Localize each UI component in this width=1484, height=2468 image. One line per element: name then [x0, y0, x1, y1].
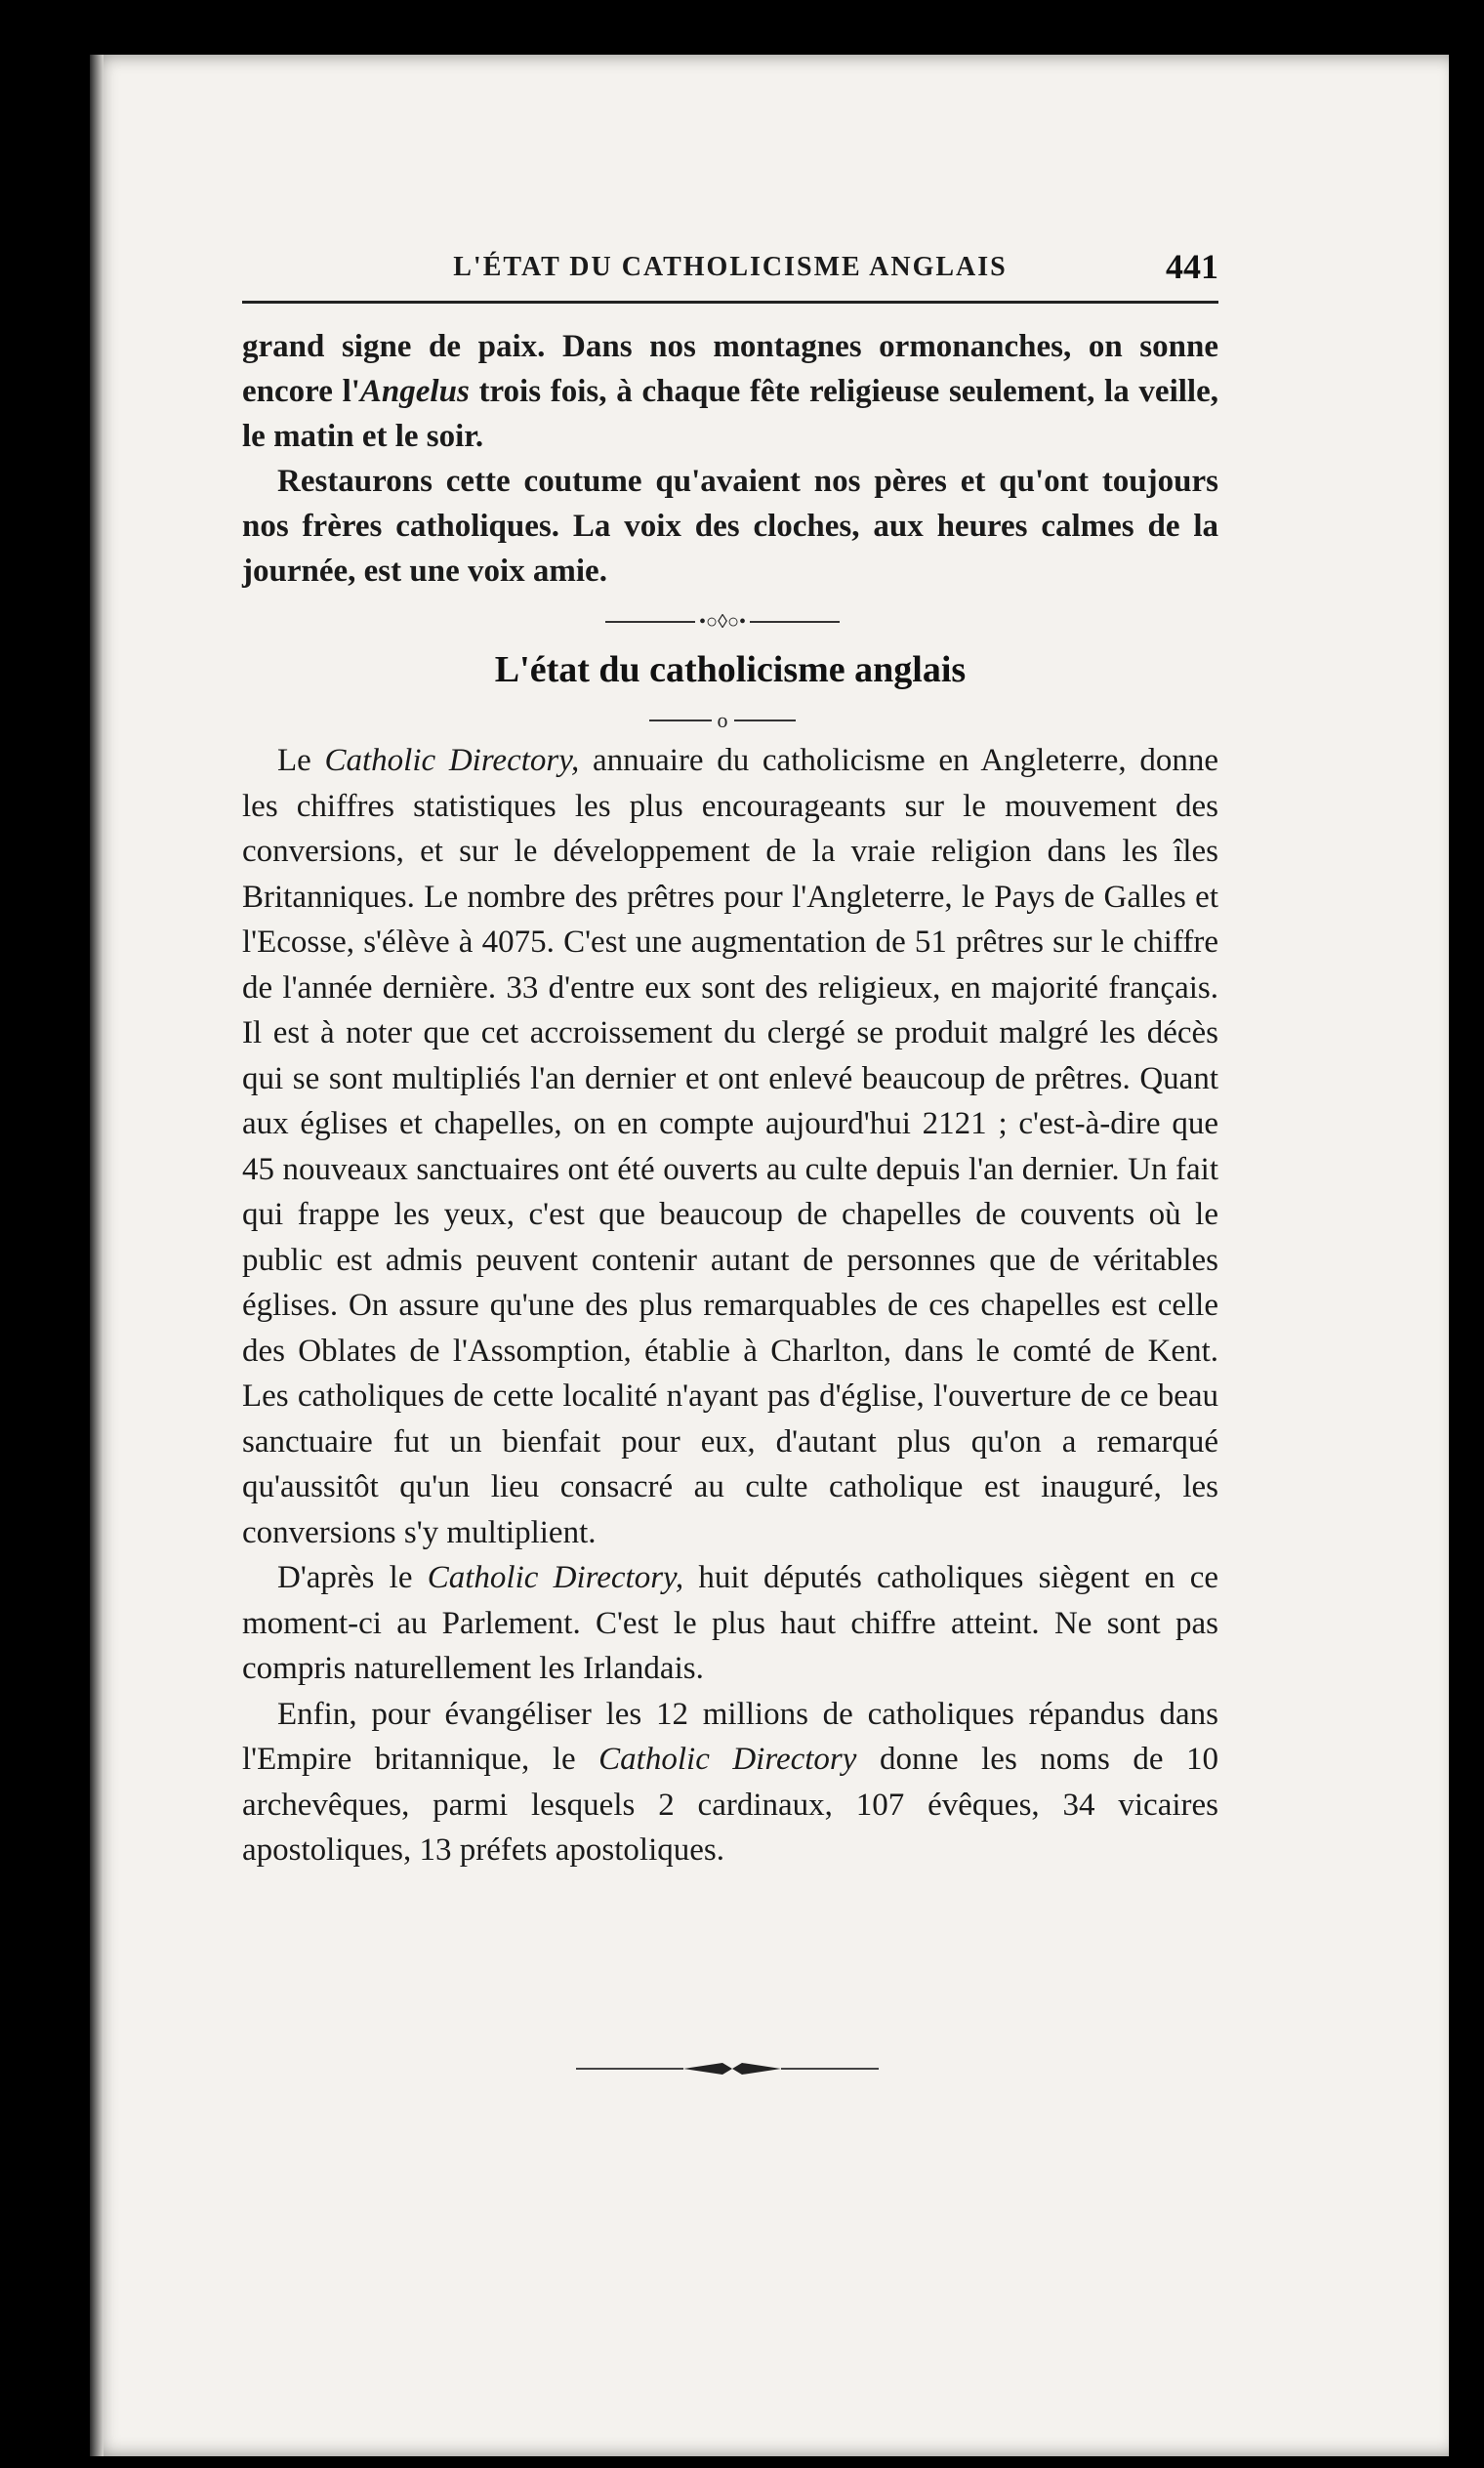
intro-paragraph-2: Restaurons cette coutume qu'avaient nos pères et qu'ont toujours nos frères catholiques. La voix des cloches, aux heures calmes de la journée, est une voix amie. [242, 464, 1218, 589]
article-p3-italic: Catholic Directory [598, 1742, 857, 1777]
ornament-line-left [605, 621, 695, 623]
article-p3-b: donne les noms de 10 archevêques, parmi lesquels 2 cardinaux, 107 évêques, 34 vicaires apostoliques, 13 préfets apostoliques. [242, 1742, 1219, 1868]
article-p3-a: Enfin, pour évangéliser les 12 millions de catholiques répandus dans l'Empire britannique, le [242, 1696, 1218, 1777]
article-p1-italic: Catholic Directory, [324, 743, 580, 778]
page-binding-shadow [90, 55, 103, 2456]
ornament-mark: •○◊○• [698, 610, 747, 633]
article-paragraph-2 [242, 1555, 1218, 1692]
header-rule [242, 301, 1218, 304]
article-paragraph-1 [242, 738, 1218, 1555]
intro-p1-text: grand signe de paix. Dans nos montagnes ormonanches, on sonne encore l' [242, 329, 1218, 409]
article-p2-b: huit députés catholiques siègent en ce moment-ci au Parlement. C'est le plus haut chiffre atteint. Ne sont pas compris naturellement les Irlandais. [242, 1560, 1218, 1686]
article-p2-italic: Catholic Directory, [427, 1560, 684, 1595]
intro-p1-rest: trois fois, à chaque fête religieuse seulement, la veille, le matin et le soir. [242, 374, 1218, 454]
small-ornament-line-left [649, 720, 712, 721]
small-ornament-line-right [734, 720, 797, 721]
intro-p1-italic: Angelus [359, 374, 470, 409]
article-p1-b: annuaire du catholicisme en Angleterre, donne les chiffres statistiques les plus encourageants sur le mouvement des conversions, et sur le développement de la vraie religion dans les îles Britanniques. Le nombre des prêtres pour l'Angleterre, le Pays de Galles et l'Ecosse, s'élève à 4075. C'est une augmentation de 51 prêtres sur le chiffre de l'année dernière. 33 d'entre eux sont des religieux, en majorité français. Il est à noter que cet accroissement du clergé se produit malgré les décès qui se sont multipliés l'an dernier et ont enlevé beaucoup de prêtres. Quant aux églises et chapelles, on en compte aujourd'hui 2121 ; c'est-à-dire que 45 nouveaux sanctuaires ont été ouverts au culte depuis l'an dernier. Un fait qui frappe les yeux, c'est que beaucoup de chapelles de couvents où le public est admis peuvent contenir autant de personnes que de véritables églises. On assure qu'une des plus remarquables de ces chapelles est celle des Oblates de l'Assomption, établie à Charlton, dans le comté de Kent. Les catholiques de cette localité n'ayant pas d'église, l'ouverture de ce beau sanctuaire fut un bienfait pour eux, d'autant plus qu'on a remarqué qu'aussitôt qu'un lieu consacré au culte catholique est inauguré, les conversions s'y multiplient. [242, 743, 1218, 1550]
running-title: L'ÉTAT DU CATHOLICISME ANGLAIS [453, 252, 1008, 282]
article-p1-a: Le [277, 743, 325, 778]
title-underline-ornament [649, 709, 796, 732]
tailpiece-ornament [576, 2054, 879, 2083]
ornament-line-right [750, 621, 840, 623]
intro-text [242, 324, 1218, 594]
article-paragraph-3 [242, 1692, 1218, 1873]
small-ornament-mark: o [717, 708, 728, 732]
running-head [242, 246, 1218, 293]
article-body [242, 738, 1218, 1873]
article-p2-a: D'après le [277, 1560, 428, 1595]
page-number: 441 [1166, 247, 1218, 286]
tailpiece-icon [576, 2054, 879, 2083]
section-title: L'état du catholicisme anglais [494, 649, 967, 690]
section-divider-ornament [605, 609, 840, 635]
intro-paragraph-1 [242, 324, 1218, 459]
